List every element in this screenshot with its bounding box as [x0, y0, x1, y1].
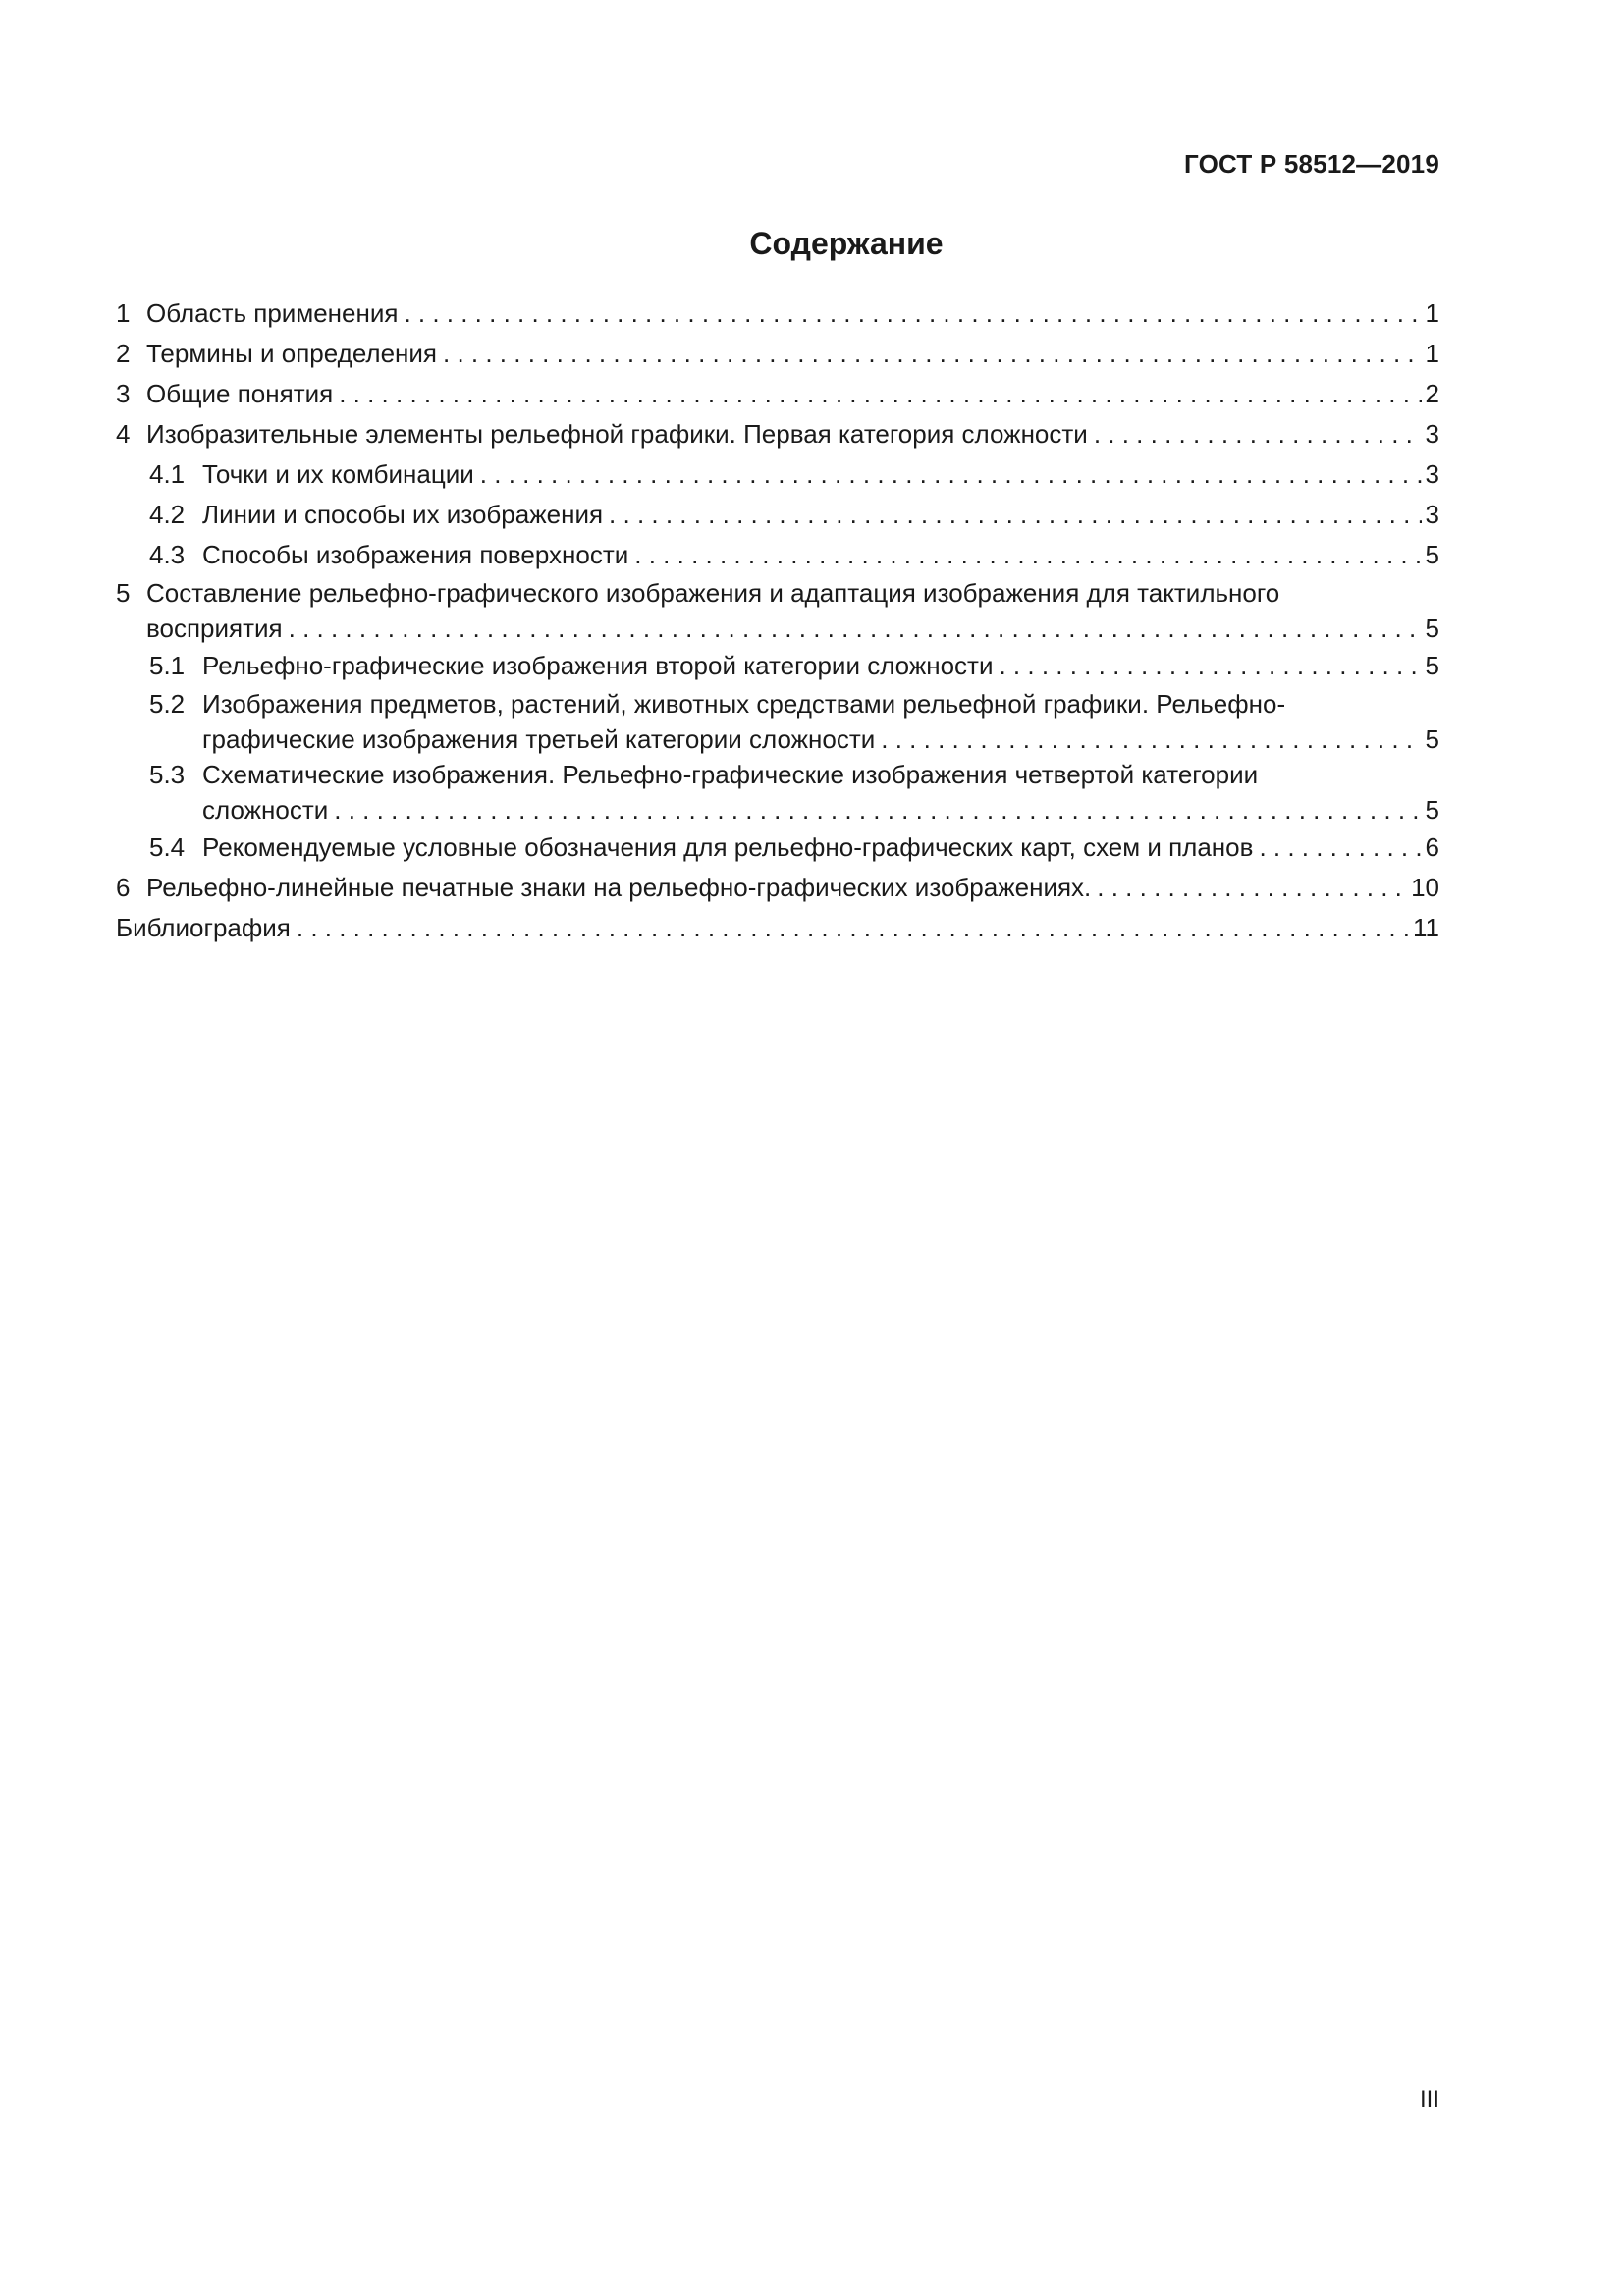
toc-entry[interactable]	[116, 294, 1439, 334]
toc-entry-number: 5.2	[149, 689, 186, 719]
toc-subentry[interactable]	[116, 686, 1439, 757]
toc-entry-page: 3	[1425, 500, 1439, 529]
toc-entry-number: 5	[116, 578, 131, 608]
dot-leader	[634, 535, 1421, 575]
toc-entry-title: Термины и определения	[146, 339, 438, 368]
toc-entry-title-line: сложности	[202, 795, 329, 825]
toc-subentry[interactable]	[116, 535, 1439, 575]
toc-subentry[interactable]	[116, 828, 1439, 868]
toc-entry-title: Точки и их комбинации	[202, 459, 474, 489]
toc-entry-number: 4	[116, 419, 131, 449]
toc-entry-page: 5	[1425, 651, 1439, 680]
toc-subentry[interactable]	[116, 646, 1439, 686]
toc-subentry[interactable]	[116, 454, 1439, 495]
toc-entry-number: 5.3	[149, 760, 186, 789]
toc-entry-title-line: восприятия	[146, 614, 283, 643]
toc-entry-number: 4.1	[149, 459, 186, 489]
toc-entry-number: 2	[116, 339, 131, 368]
document-code: ГОСТ Р 58512—2019	[1184, 149, 1439, 179]
toc-entry-bibliography[interactable]	[116, 908, 1439, 948]
toc-entry[interactable]	[116, 374, 1439, 414]
toc-entry-page: 5	[1425, 724, 1439, 754]
toc-entry-title: Рекомендуемые условные обозначения для рельефно-графических карт, схем и планов	[202, 832, 1254, 862]
toc-entry-number: 1	[116, 298, 131, 328]
dot-leader	[1259, 828, 1421, 868]
table-of-contents	[116, 294, 1439, 948]
dot-leader	[881, 721, 1421, 757]
dot-leader	[443, 334, 1422, 374]
toc-entry-title: Рельефно-графические изображения второй категории сложности	[202, 651, 994, 680]
toc-entry-page: 1	[1425, 298, 1439, 328]
dot-leader	[609, 495, 1421, 535]
dot-leader	[1094, 414, 1422, 454]
toc-entry-title: Способы изображения поверхности	[202, 540, 629, 569]
dot-leader	[289, 611, 1422, 646]
toc-entry[interactable]	[116, 334, 1439, 374]
toc-entry-page: 5	[1425, 614, 1439, 643]
toc-entry-title: Линии и способы их изображения	[202, 500, 604, 529]
dot-leader	[297, 908, 1409, 948]
dot-leader	[1097, 868, 1407, 908]
toc-entry-title: Библиография	[116, 913, 291, 942]
toc-entry[interactable]	[116, 575, 1439, 646]
toc-entry[interactable]	[116, 868, 1439, 908]
dot-leader	[334, 792, 1421, 828]
dot-leader	[999, 646, 1421, 686]
toc-entry-title: Область применения	[146, 298, 399, 328]
toc-entry-number: 5.4	[149, 832, 186, 862]
toc-subentry[interactable]	[116, 495, 1439, 535]
toc-entry-title: Общие понятия	[146, 379, 334, 408]
toc-entry-page: 5	[1425, 795, 1439, 825]
dot-leader	[404, 294, 1421, 334]
toc-entry-number: 4.3	[149, 540, 186, 569]
toc-entry-page: 10	[1411, 873, 1439, 902]
toc-entry-page: 6	[1425, 832, 1439, 862]
dot-leader	[339, 374, 1421, 414]
toc-entry-page: 1	[1425, 339, 1439, 368]
toc-entry-title-line: Изображения предметов, растений, животных средствами рельефной графики. Рельефно-	[202, 689, 1286, 719]
page-number: III	[1419, 2086, 1439, 2112]
toc-entry-title-line: Составление рельефно-графического изображения и адаптация изображения для тактильного	[146, 578, 1280, 608]
toc-title: Содержание	[749, 226, 944, 261]
toc-entry-page: 3	[1425, 419, 1439, 449]
toc-entry[interactable]	[116, 414, 1439, 454]
toc-entry-number: 5.1	[149, 651, 186, 680]
toc-entry-title: Рельефно-линейные печатные знаки на рельефно-графических изображениях.	[146, 873, 1092, 902]
toc-entry-page: 11	[1413, 913, 1439, 942]
toc-entry-title-line: Схематические изображения. Рельефно-графические изображения четвертой категории	[202, 760, 1259, 789]
toc-entry-number: 6	[116, 873, 131, 902]
toc-entry-page: 5	[1425, 540, 1439, 569]
toc-entry-number: 3	[116, 379, 131, 408]
dot-leader	[480, 454, 1422, 495]
toc-subentry[interactable]	[116, 757, 1439, 828]
toc-entry-page: 2	[1425, 379, 1439, 408]
toc-entry-number: 4.2	[149, 500, 186, 529]
toc-entry-title: Изобразительные элементы рельефной графики. Первая категория сложности	[146, 419, 1088, 449]
toc-entry-page: 3	[1425, 459, 1439, 489]
toc-entry-title-line: графические изображения третьей категории сложности	[202, 724, 876, 754]
